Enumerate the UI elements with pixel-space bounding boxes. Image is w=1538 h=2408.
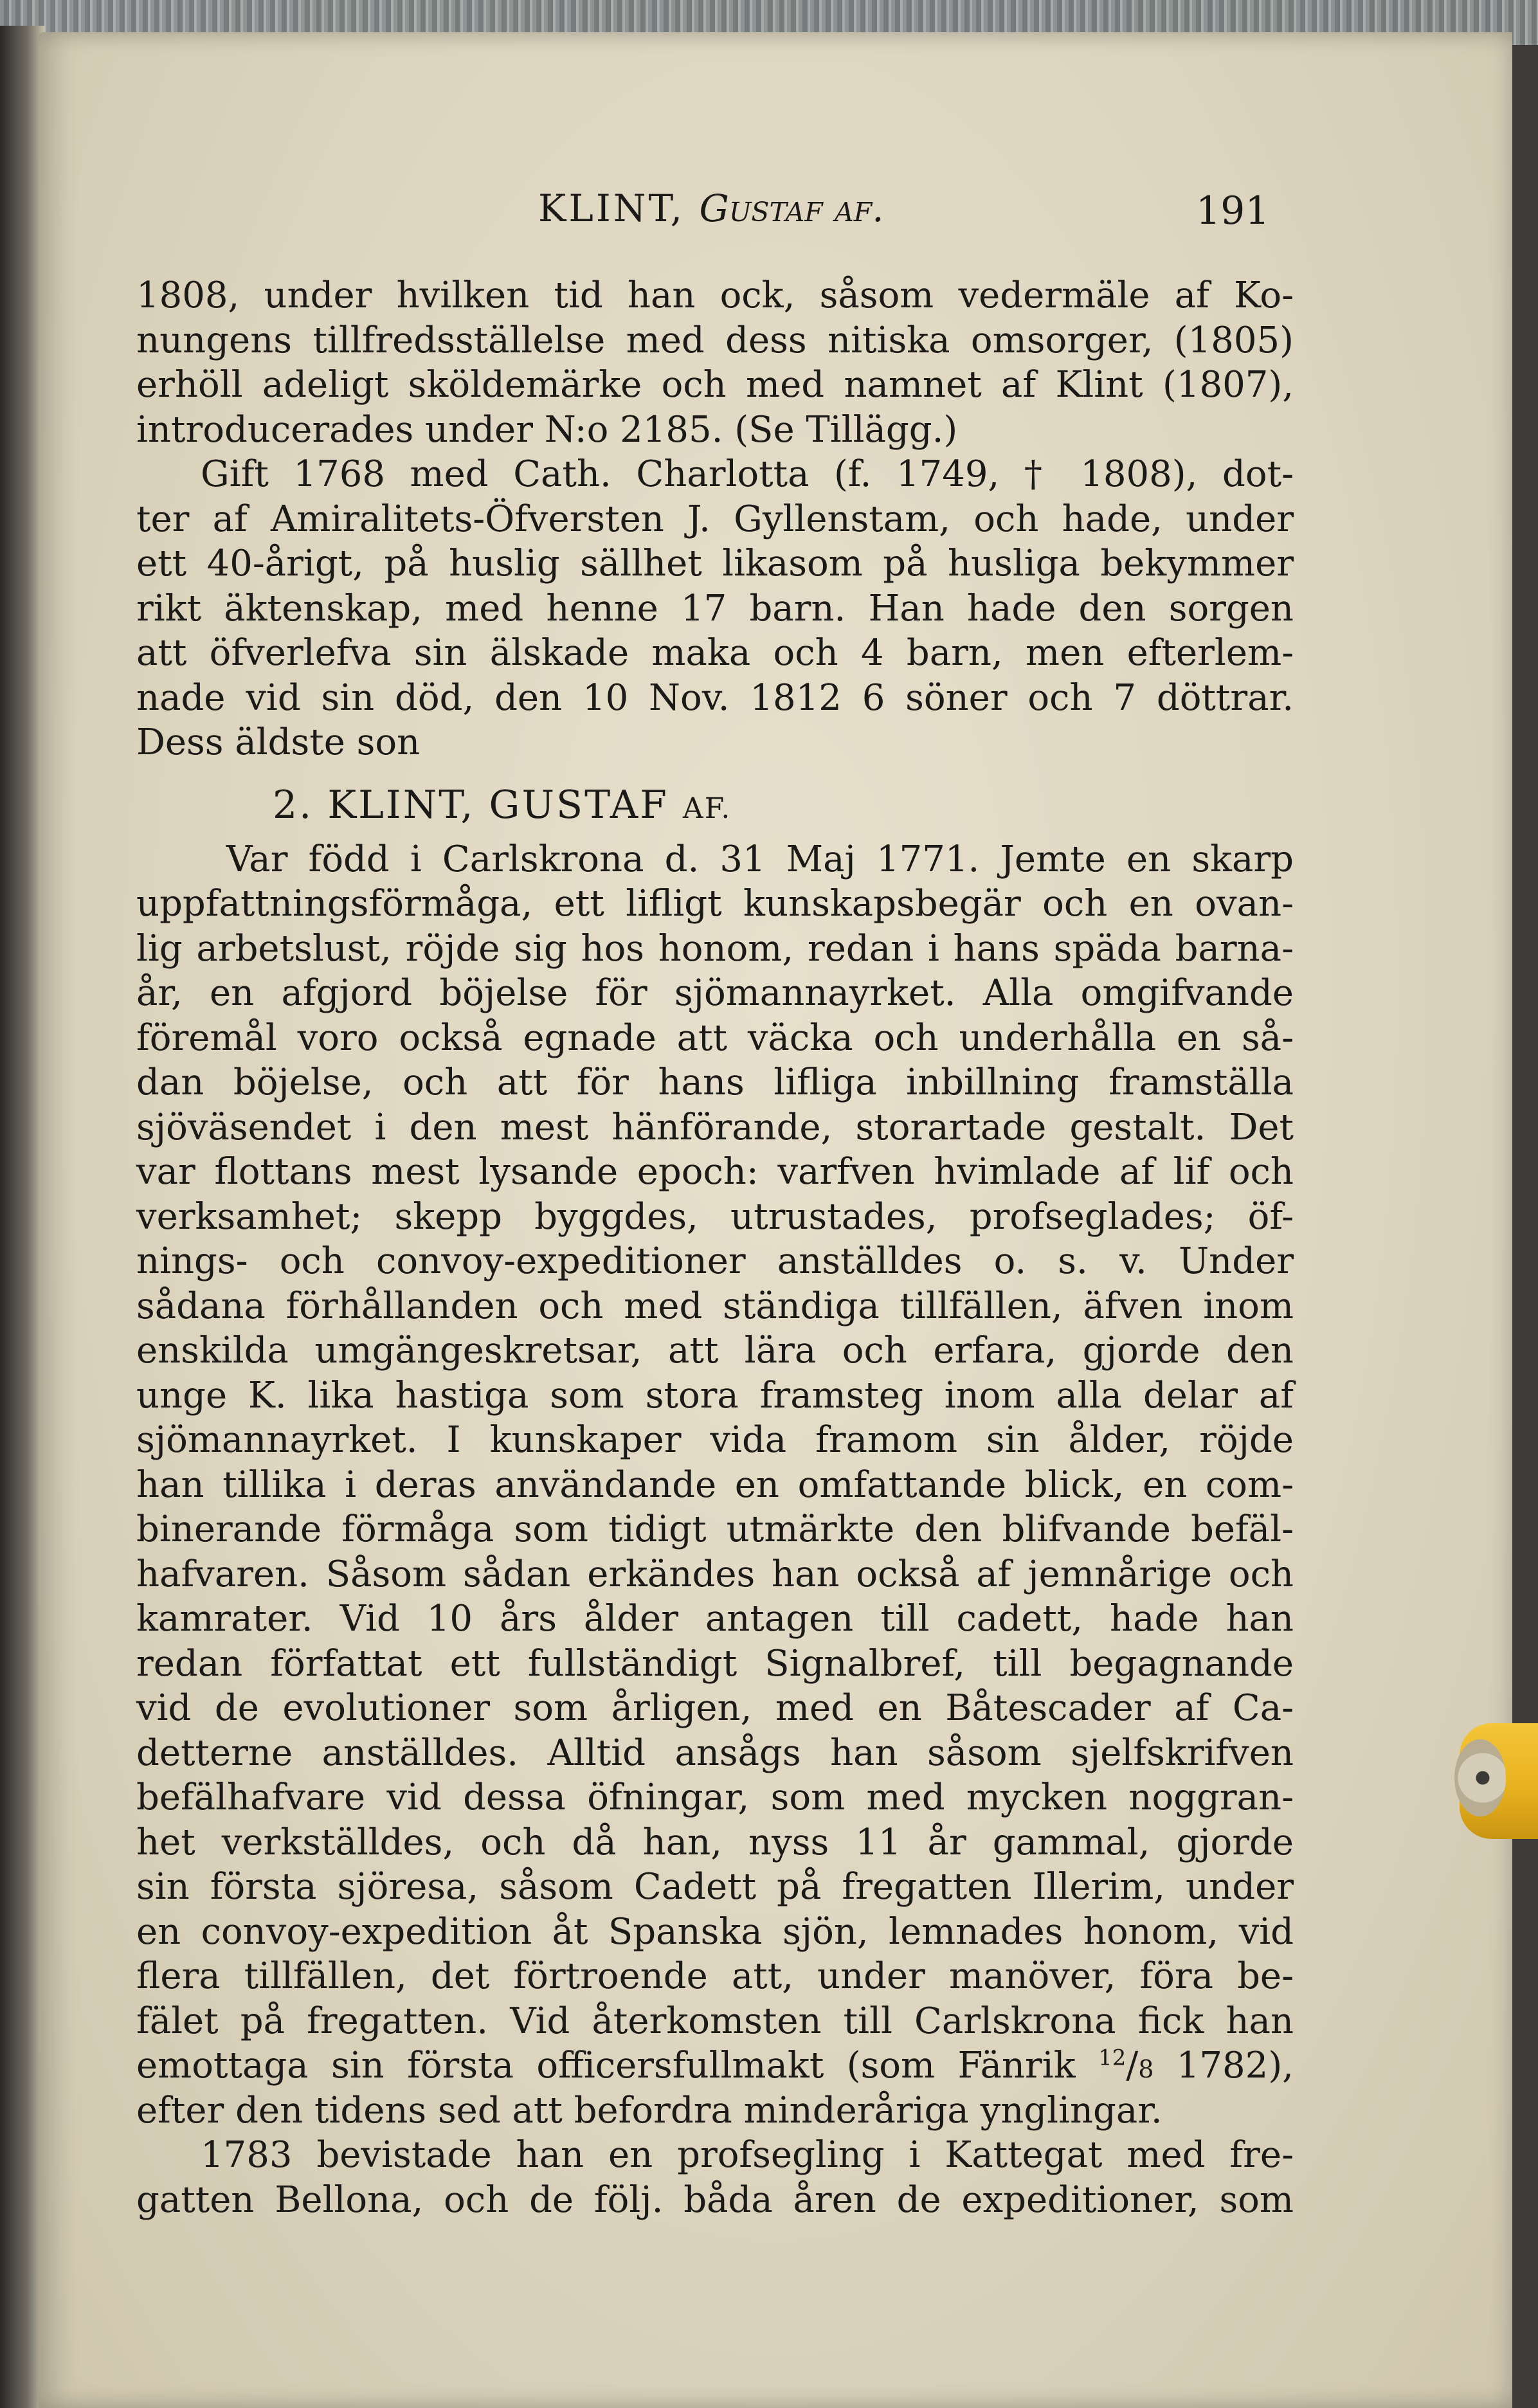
body-text: [136, 273, 1294, 2222]
text-line: nings- och convoy-expeditioner anställdes o. s. v. Under: [136, 1240, 1294, 1282]
fraction-year: 1782),: [1176, 2045, 1294, 2087]
page-number: 191: [1196, 188, 1270, 233]
text-line: het verkställdes, och då han, nyss 11 år gammal, gjorde: [136, 1821, 1294, 1863]
text-line: vid de evolutioner som årligen, med en Båtescader af Ca-: [136, 1687, 1294, 1729]
text-line: erhöll adeligt sköldemärke och med namnet af Klint (1807),: [136, 364, 1294, 406]
text-line: kamrater. Vid 10 års ålder antagen till cadett, hade han: [136, 1598, 1294, 1640]
text-line: föremål voro också egnade att väcka och underhålla en så-: [136, 1017, 1294, 1059]
text-line: Dess äldste son: [136, 721, 421, 763]
text-line: sådana förhållanden och med ständiga tillfällen, äfven inom: [136, 1285, 1294, 1327]
text-line: efter den tidens sed att befordra minderåriga ynglingar.: [136, 2089, 1163, 2132]
text-line-start: emottaga sin första officersfullmakt (som Fänrik: [136, 2045, 1076, 2087]
text-line-fraction: emottaga sin första officersfullmakt (som Fänrik $^{12}$/8 1782),: [136, 2045, 1294, 2087]
section-suffix: AF.: [682, 792, 732, 825]
text-line: binerande förmåga som tidigt utmärkte den blifvande befäl-: [136, 1508, 1294, 1550]
text-line: 1808, under hvilken tid han ock, såsom vedermäle af Ko-: [136, 275, 1294, 316]
text-line: unge K. lika hastiga som stora framsteg inom alla delar af: [136, 1374, 1294, 1417]
section-title: KLINT, GUSTAF: [327, 782, 669, 828]
text-line: Var född i Carlskrona d. 31 Maj 1771. Jemte en skarp: [226, 838, 1294, 880]
text-line: han tillika i deras användande en omfattande blick, en com-: [136, 1463, 1294, 1506]
text-line: uppfattningsförmåga, ett lifligt kunskapsbegär och en ovan-: [136, 883, 1294, 925]
text-line: var flottans mest lysande epoch: varfven hvimlade af lif och: [136, 1151, 1294, 1193]
running-head: [538, 186, 884, 231]
text-line: nade vid sin död, den 10 Nov. 1812 6 söner och 7 döttrar.: [136, 676, 1294, 719]
text-line: hafvaren. Såsom sådan erkändes han också af jemnårige och: [136, 1553, 1294, 1595]
text-line: redan författat ett fullständigt Signalbref, till begagnande: [136, 1642, 1294, 1685]
text-line: sjömannayrket. I kunskaper vida framom sin ålder, röjde: [136, 1419, 1294, 1461]
text-line: lig arbetslust, röjde sig hos honom, redan i hans späda barna-: [136, 927, 1294, 970]
fraction-denominator: 8: [1138, 2055, 1154, 2083]
text-line: rikt äktenskap, med henne 17 barn. Han hade den sorgen: [136, 587, 1294, 629]
text-line: år, en afgjord böjelse för sjömannayrket. Alla omgifvande: [136, 972, 1294, 1014]
fraction-numerator: 12: [1098, 2045, 1126, 2071]
text-line: att öfverlefva sin älskade maka och 4 barn, men efterlem-: [136, 632, 1294, 674]
text-line: Gift 1768 med Cath. Charlotta (f. 1749, † 1808), dot-: [201, 453, 1294, 495]
page-header: [136, 186, 1294, 244]
text-line: flera tillfällen, det förtroende att, under manöver, föra be-: [136, 1955, 1294, 1997]
running-head-surname: KLINT,: [538, 186, 685, 230]
text-line: gatten Bellona, och de följ. båda åren de expeditioner, som: [136, 2178, 1294, 2221]
text-line: dan böjelse, och att för hans lifliga inbillning framställa: [136, 1062, 1294, 1103]
text-line: 1783 bevistade han en profsegling i Kattegat med fre-: [201, 2134, 1294, 2176]
text-line: verksamhet; skepp byggdes, utrustades, profseglades; öf-: [136, 1195, 1294, 1238]
text-line: introducerades under N:o 2185. (Se Tillägg.): [136, 408, 958, 451]
pencil-tip-icon: [1454, 1739, 1506, 1816]
text-line: sjöväsendet i den mest hänförande, storartade gestalt. Det: [136, 1106, 1294, 1148]
text-line: ett 40-årigt, på huslig sällhet likasom på husliga bekymmer: [136, 543, 1294, 584]
text-line: nungens tillfredsställelse med dess nitiska omsorger, (1805): [136, 319, 1294, 361]
text-line: enskilda umgängeskretsar, att lära och erfara, gjorde den: [136, 1330, 1294, 1371]
text-line: befälhafvare vid dessa öfningar, som med mycken noggran-: [136, 1777, 1294, 1818]
text-line: ter af Amiralitets-Öfversten J. Gyllenstam, och hade, under: [136, 498, 1294, 540]
text-line: detterne anställdes. Alltid ansågs han såsom sjelfskrifven: [136, 1732, 1294, 1774]
text-line: sin första sjöresa, såsom Cadett på fregatten Illerim, under: [136, 1866, 1294, 1908]
section-heading: [136, 773, 1294, 837]
text-line: fälet på fregatten. Vid återkomsten till Carlskrona fick han: [136, 2000, 1294, 2042]
text-line: en convoy-expedition åt Spanska sjön, lemnades honom, vid: [136, 1910, 1294, 1953]
running-head-name: Gustaf af.: [699, 186, 884, 230]
section-number: 2.: [273, 782, 314, 828]
